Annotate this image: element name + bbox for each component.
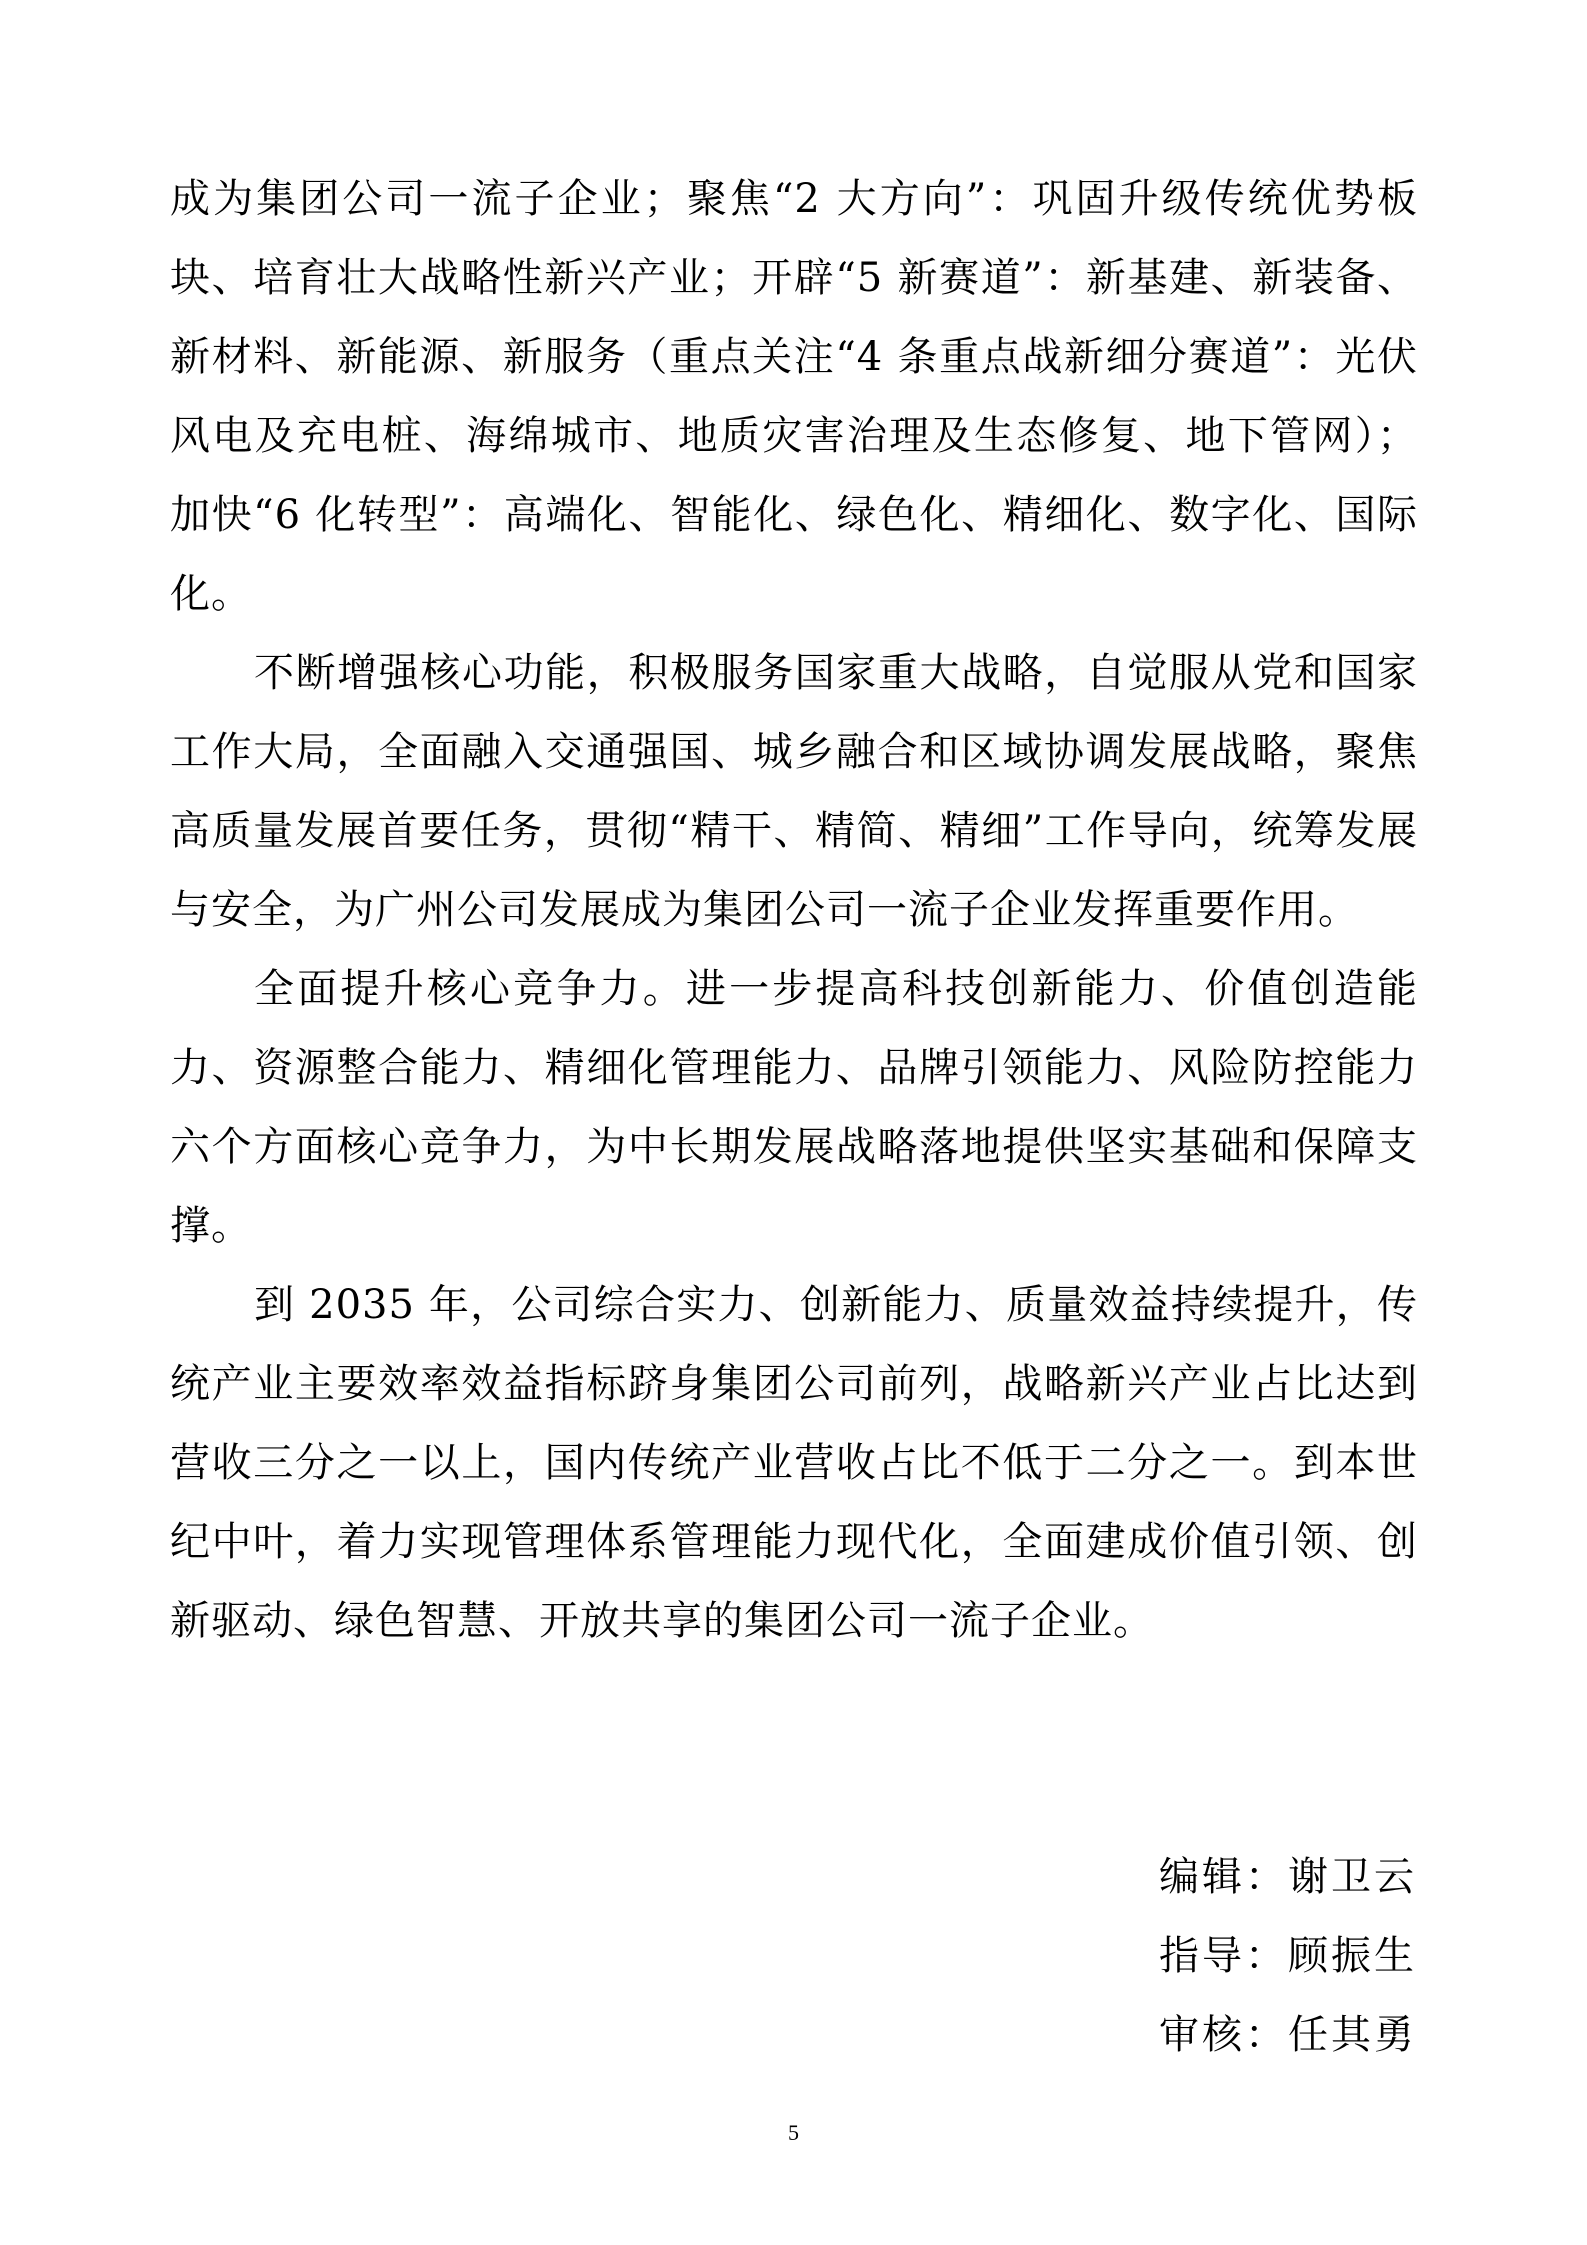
paragraph-2035-goals: 到 2035 年，公司综合实力、创新能力、质量效益持续提升，传统产业主要效率效益指标跻身集团公司前列，战略新兴产业占比达到营收三分之一以上，国内传统产业营收占比不低于二分之一。到本世纪中叶，着力实现管理体系管理能力现代化，全面建成价值引领、创新驱动、绿色智慧、开放共享的集团公司一流子企业。	[170, 1282, 1418, 1644]
document-body	[170, 160, 1418, 1661]
reviewer-credit: 审核：任其勇	[1159, 2012, 1417, 2058]
paragraph-core-competitiveness: 全面提升核心竞争力。进一步提高科技创新能力、价值创造能力、资源整合能力、精细化管理能力、品牌引领能力、风险防控能力六个方面核心竞争力，为中长期发展战略落地提供坚实基础和保障支撑。	[170, 966, 1418, 1249]
credits-block	[1159, 1838, 1417, 2075]
editor-credit: 编辑：谢卫云	[1159, 1854, 1417, 1900]
paragraph-core-functions: 不断增强核心功能，积极服务国家重大战略，自觉服从党和国家工作大局，全面融入交通强国、城乡融合和区域协调发展战略，聚焦高质量发展首要任务，贯彻“精干、精简、精细”工作导向，统筹发展与安全，为广州公司发展成为集团公司一流子企业发挥重要作用。	[170, 650, 1418, 933]
advisor-credit: 指导：顾振生	[1159, 1933, 1417, 1979]
paragraph-strategy-directions: 成为集团公司一流子企业；聚焦“2 大方向”：巩固升级传统优势板块、培育壮大战略性新兴产业；开辟“5 新赛道”：新基建、新装备、新材料、新能源、新服务（重点关注“4 条重点战新细分赛道”：光伏风电及充电桩、海绵城市、地质灾害治理及生态修复、地下管网）；加快“6 化转型”：高端化、智能化、绿色化、精细化、数字化、国际化。	[170, 176, 1418, 617]
page-number: 5	[788, 2120, 799, 2145]
